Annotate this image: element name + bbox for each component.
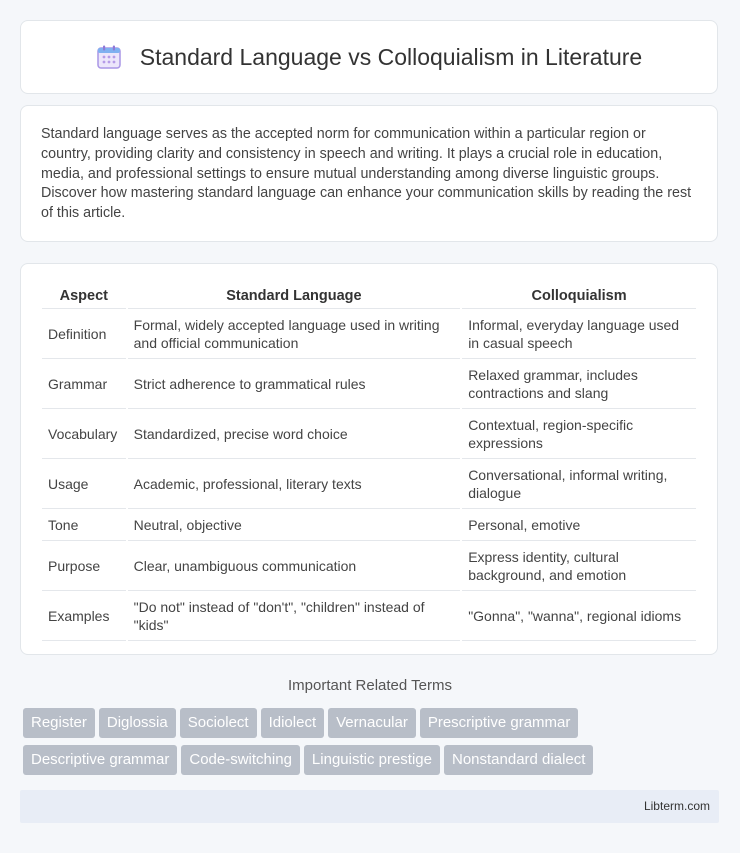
table-cell: Academic, professional, literary texts [128, 459, 461, 509]
table-cell: Tone [42, 509, 126, 541]
table-cell: "Do not" instead of "don't", "children" instead of "kids" [128, 591, 461, 641]
table-cell: Contextual, region-specific expressions [462, 409, 696, 459]
table-cell: Conversational, informal writing, dialogue [462, 459, 696, 509]
related-term-tag[interactable]: Descriptive grammar [23, 745, 177, 775]
page-title: Standard Language vs Colloquialism in Literature [139, 43, 643, 70]
comparison-table-card [20, 263, 718, 655]
table-cell: Neutral, objective [128, 509, 461, 541]
table-cell: Examples [42, 591, 126, 641]
table-cell: Standardized, precise word choice [128, 409, 461, 459]
related-term-tag[interactable]: Vernacular [328, 708, 416, 738]
table-header-row [42, 284, 696, 309]
table-cell: Formal, widely accepted language used in writing and official communication [128, 309, 461, 359]
title-card [20, 20, 718, 94]
table-cell: Express identity, cultural background, and emotion [462, 541, 696, 591]
table-row [42, 409, 696, 459]
related-terms-list [23, 708, 723, 782]
related-term-tag[interactable]: Sociolect [180, 708, 257, 738]
table-cell: "Gonna", "wanna", regional idioms [462, 591, 696, 641]
table-row [42, 591, 696, 641]
calendar-icon [96, 44, 122, 70]
related-term-tag[interactable]: Prescriptive grammar [420, 708, 579, 738]
intro-card [20, 105, 718, 242]
footer-site-link[interactable]: Libterm.com [643, 799, 710, 813]
table-cell: Grammar [42, 359, 126, 409]
header-colloquialism: Colloquialism [462, 284, 696, 309]
related-terms-title: Important Related Terms [288, 677, 452, 694]
table-row [42, 359, 696, 409]
table-cell: Relaxed grammar, includes contractions and slang [462, 359, 696, 409]
related-term-tag[interactable]: Code-switching [181, 745, 300, 775]
related-term-tag[interactable]: Idiolect [261, 708, 325, 738]
header-standard-language: Standard Language [128, 284, 461, 309]
table-cell: Usage [42, 459, 126, 509]
table-row [42, 541, 696, 591]
table-row [42, 309, 696, 359]
related-term-tag[interactable]: Linguistic prestige [304, 745, 440, 775]
header-aspect: Aspect [42, 284, 126, 309]
comparison-table [40, 284, 698, 641]
table-cell: Informal, everyday language used in casual speech [462, 309, 696, 359]
table-cell: Strict adherence to grammatical rules [128, 359, 461, 409]
table-row [42, 509, 696, 541]
footer [20, 790, 719, 823]
related-term-tag[interactable]: Register [23, 708, 95, 738]
related-term-tag[interactable]: Nonstandard dialect [444, 745, 593, 775]
table-cell: Clear, unambiguous communication [128, 541, 461, 591]
intro-text: Standard language serves as the accepted norm for communication within a particular region or country, providing clarity and consistency in speech and writing. It plays a crucial role in education, media, and professional settings to ensure mutual understanding among diverse linguistic groups. Discover how mastering standard language can enhance your communication skills by reading the rest of this article. [41, 126, 692, 222]
related-term-tag[interactable]: Diglossia [99, 708, 176, 738]
table-cell: Definition [42, 309, 126, 359]
table-row [42, 459, 696, 509]
table-cell: Vocabulary [42, 409, 126, 459]
table-cell: Purpose [42, 541, 126, 591]
table-cell: Personal, emotive [462, 509, 696, 541]
